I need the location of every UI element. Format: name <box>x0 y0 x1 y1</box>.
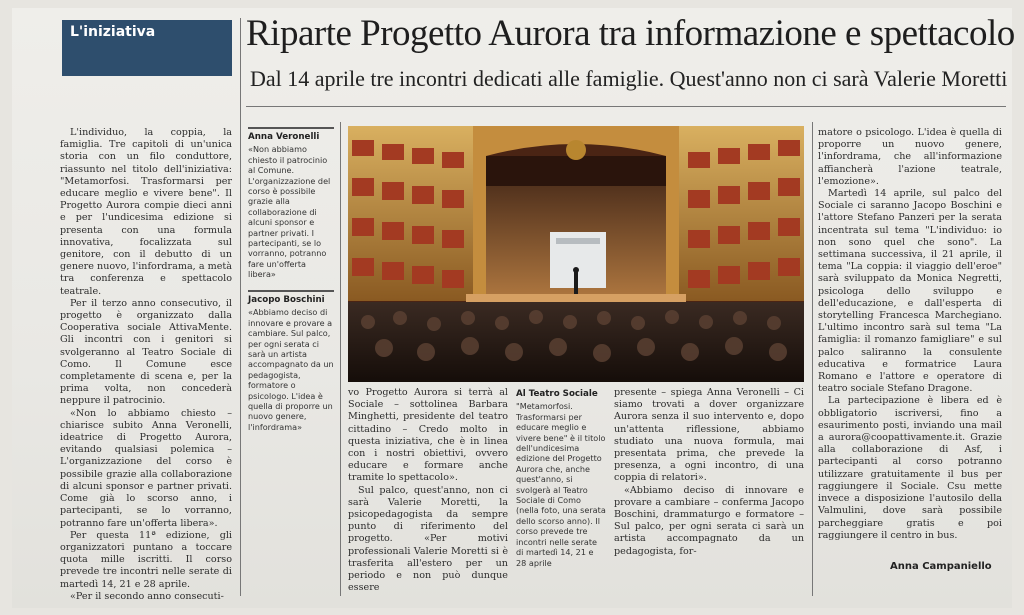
pull-quote-veronelli <box>248 127 334 280</box>
caption-title: Al Teatro Sociale <box>516 389 598 399</box>
pull-quote-boschini <box>248 290 334 432</box>
paragraph: La partecipazione è libera ed è obbligatorio iscriversi, fino a esaurimento posti, inviando una mail a aurora@coopattivamente.it. Grazie alla collaborazione di Asf, i partecipanti al corso potranno utilizzare gratuitamente il bus per raggiungere il Sociale. Csu mette invece a disposizione l'autosilo della Valmulini, dove sarà possibile parcheggiare gratis e poi raggiungere il centro in bus. <box>818 395 1002 541</box>
column-rule <box>812 122 813 596</box>
paragraph: «Abbiamo deciso di innovare e provare a cambiare – conferma Jacopo Boschini, drammaturgo e formatore – Sul palco, per ogni serata ci sarà un artista accompagnato da un pedagogista, for- <box>614 484 804 557</box>
column-rule <box>240 18 241 596</box>
headline: Riparte Progetto Aurora tra informazione e spettacolo <box>246 13 1015 54</box>
quote-rule <box>248 290 334 292</box>
paragraph: Martedì 14 aprile, sul palco del Sociale ci saranno Jacopo Boschini e l'attore Stefano Panzeri per la serata incentrata sul tema "L'individuo: io non sono quel che sono". La settimana successiva, il 21 aprile, il tema "La coppia: il viaggio dell'eroe" sarà sviluppato da Monica Negretti, psicologa dello sviluppo e dell'educazione, e dall'esperta di storytelling Francesca Marchegiano. L'ultimo incontro sarà sul tema "La famiglia: il romanzo famigliare" e sul palco saliranno la consulente educativa e formatrice Laura Romano e l'attore e operatore di teatro sociale Stefano Dragone. <box>818 188 1002 395</box>
subhead: Dal 14 aprile tre incontri dedicati alle famiglie. Quest'anno non ci sarà Valerie Moretti <box>250 66 1008 91</box>
quote-author: Jacopo Boschini <box>248 295 325 305</box>
article-column-6 <box>818 127 1002 542</box>
section-kicker: L'iniziativa <box>62 20 232 76</box>
paragraph: presente – spiega Anna Veronelli – Ci siamo trovati a dover organizzare Aurora senza il suo intervento e, dopo un'attenta riflessione, abbiamo studiato una nuova formula, mai presentata prima, che prevede la presenza, a ogni incontro, di una coppia di relatori». <box>614 387 804 484</box>
paragraph: Per questa 11ª edizione, gli organizzatori puntano a toccare quota mille iscritti. Il corso prevede tre incontri nelle serate di martedì 14, 21 e 28 aprile. <box>60 529 232 590</box>
article-column-1 <box>60 127 232 603</box>
caption-text: "Metamorfosi. Trasformarsi per educare meglio e vivere bene" è il titolo dell'undicesima edizione del Progetto Aurora che, anche quest'anno, si svolgerà al Teatro Sociale di Como (nella foto, una serata dello scorso anno). Il corso prevede tre incontri nelle serate di martedì 14, 21 e 28 aprile <box>516 401 606 568</box>
theater-photo <box>348 126 804 382</box>
byline: Anna Campaniello <box>890 561 992 572</box>
quote-author: Anna Veronelli <box>248 132 320 142</box>
paragraph: «Non lo abbiamo chiesto – chiarisce subito Anna Veronelli, ideatrice di Progetto Aurora, evitando qualsiasi polemica – L'organizzazione del corso è possibile grazie alla collaborazione di alcuni sponsor e partner privati. Come già lo scorso anno, i partecipanti, se lo vorranno, potranno fare un'offerta libera». <box>60 407 232 529</box>
article-column-3 <box>348 387 508 594</box>
paragraph: Sul palco, quest'anno, non ci sarà Valerie Moretti, la psicopedagogista da sempre punto di riferimento del progetto. «Per motivi professionali Valerie Moretti si è trasferita all'estero per un periodo e non può dunque essere <box>348 484 508 594</box>
photo-caption <box>516 389 606 568</box>
theater-illustration <box>348 126 804 382</box>
header-rule <box>246 106 1006 107</box>
quote-text: «Non abbiamo chiesto il patrocinio al Comune. L'organizzazione del corso è possibile grazie alla collaborazione di alcuni sponsor e partner privati. I partecipanti, se lo vorranno, potranno fare un'offerta libera» <box>248 144 331 280</box>
paragraph: «Per il secondo anno consecuti- <box>70 590 224 602</box>
article-column-5 <box>614 387 804 558</box>
quote-rule <box>248 127 334 129</box>
paragraph: matore o psicologo. L'idea è quella di proporre un nuovo genere, l'infordrama, che all'informazione affiancherà l'azione teatrale, l'emozione». <box>818 127 1002 187</box>
paragraph: L'individuo, la coppia, la famiglia. Tre capitoli di un'unica storia con un filo conduttore, riassunto nel titolo dell'iniziativa: "Metamorfosi. Trasformarsi per educare meglio e vivere bene". Il Progetto Aurora compie dieci anni e per l'undicesima edizione si presenta con una formula innovativa, focalizzata sul genitore, con il debutto di un genere nuovo, l'infordrama, a metà tra conferenza e spettacolo teatrale. <box>60 127 232 297</box>
quote-text: «Abbiamo deciso di innovare e provare a cambiare. Sul palco, per ogni serata ci sarà un artista accompagnato da un pedagogista, formatore o psicologo. L'idea è quella di proporre un nuovo genere, l'infordrama» <box>248 307 334 432</box>
paragraph: Per il terzo anno consecutivo, il progetto è organizzato dalla Cooperativa sociale AttivaMente. Gli incontri con i genitori si svolgeranno al Teatro Sociale di Como. Il Comune esce completamente di scena e, per la prima volta, non concederà neppure il patrocinio. <box>60 297 232 407</box>
paragraph: vo Progetto Aurora si terrà al Sociale – sottolinea Barbara Minghetti, presidente del teatro cittadino – Credo molto in questa iniziativa, che è in linea con i nostri obiettivi, ovvero educare e formare anche tramite lo spettacolo». <box>348 387 508 484</box>
column-rule <box>340 122 341 596</box>
